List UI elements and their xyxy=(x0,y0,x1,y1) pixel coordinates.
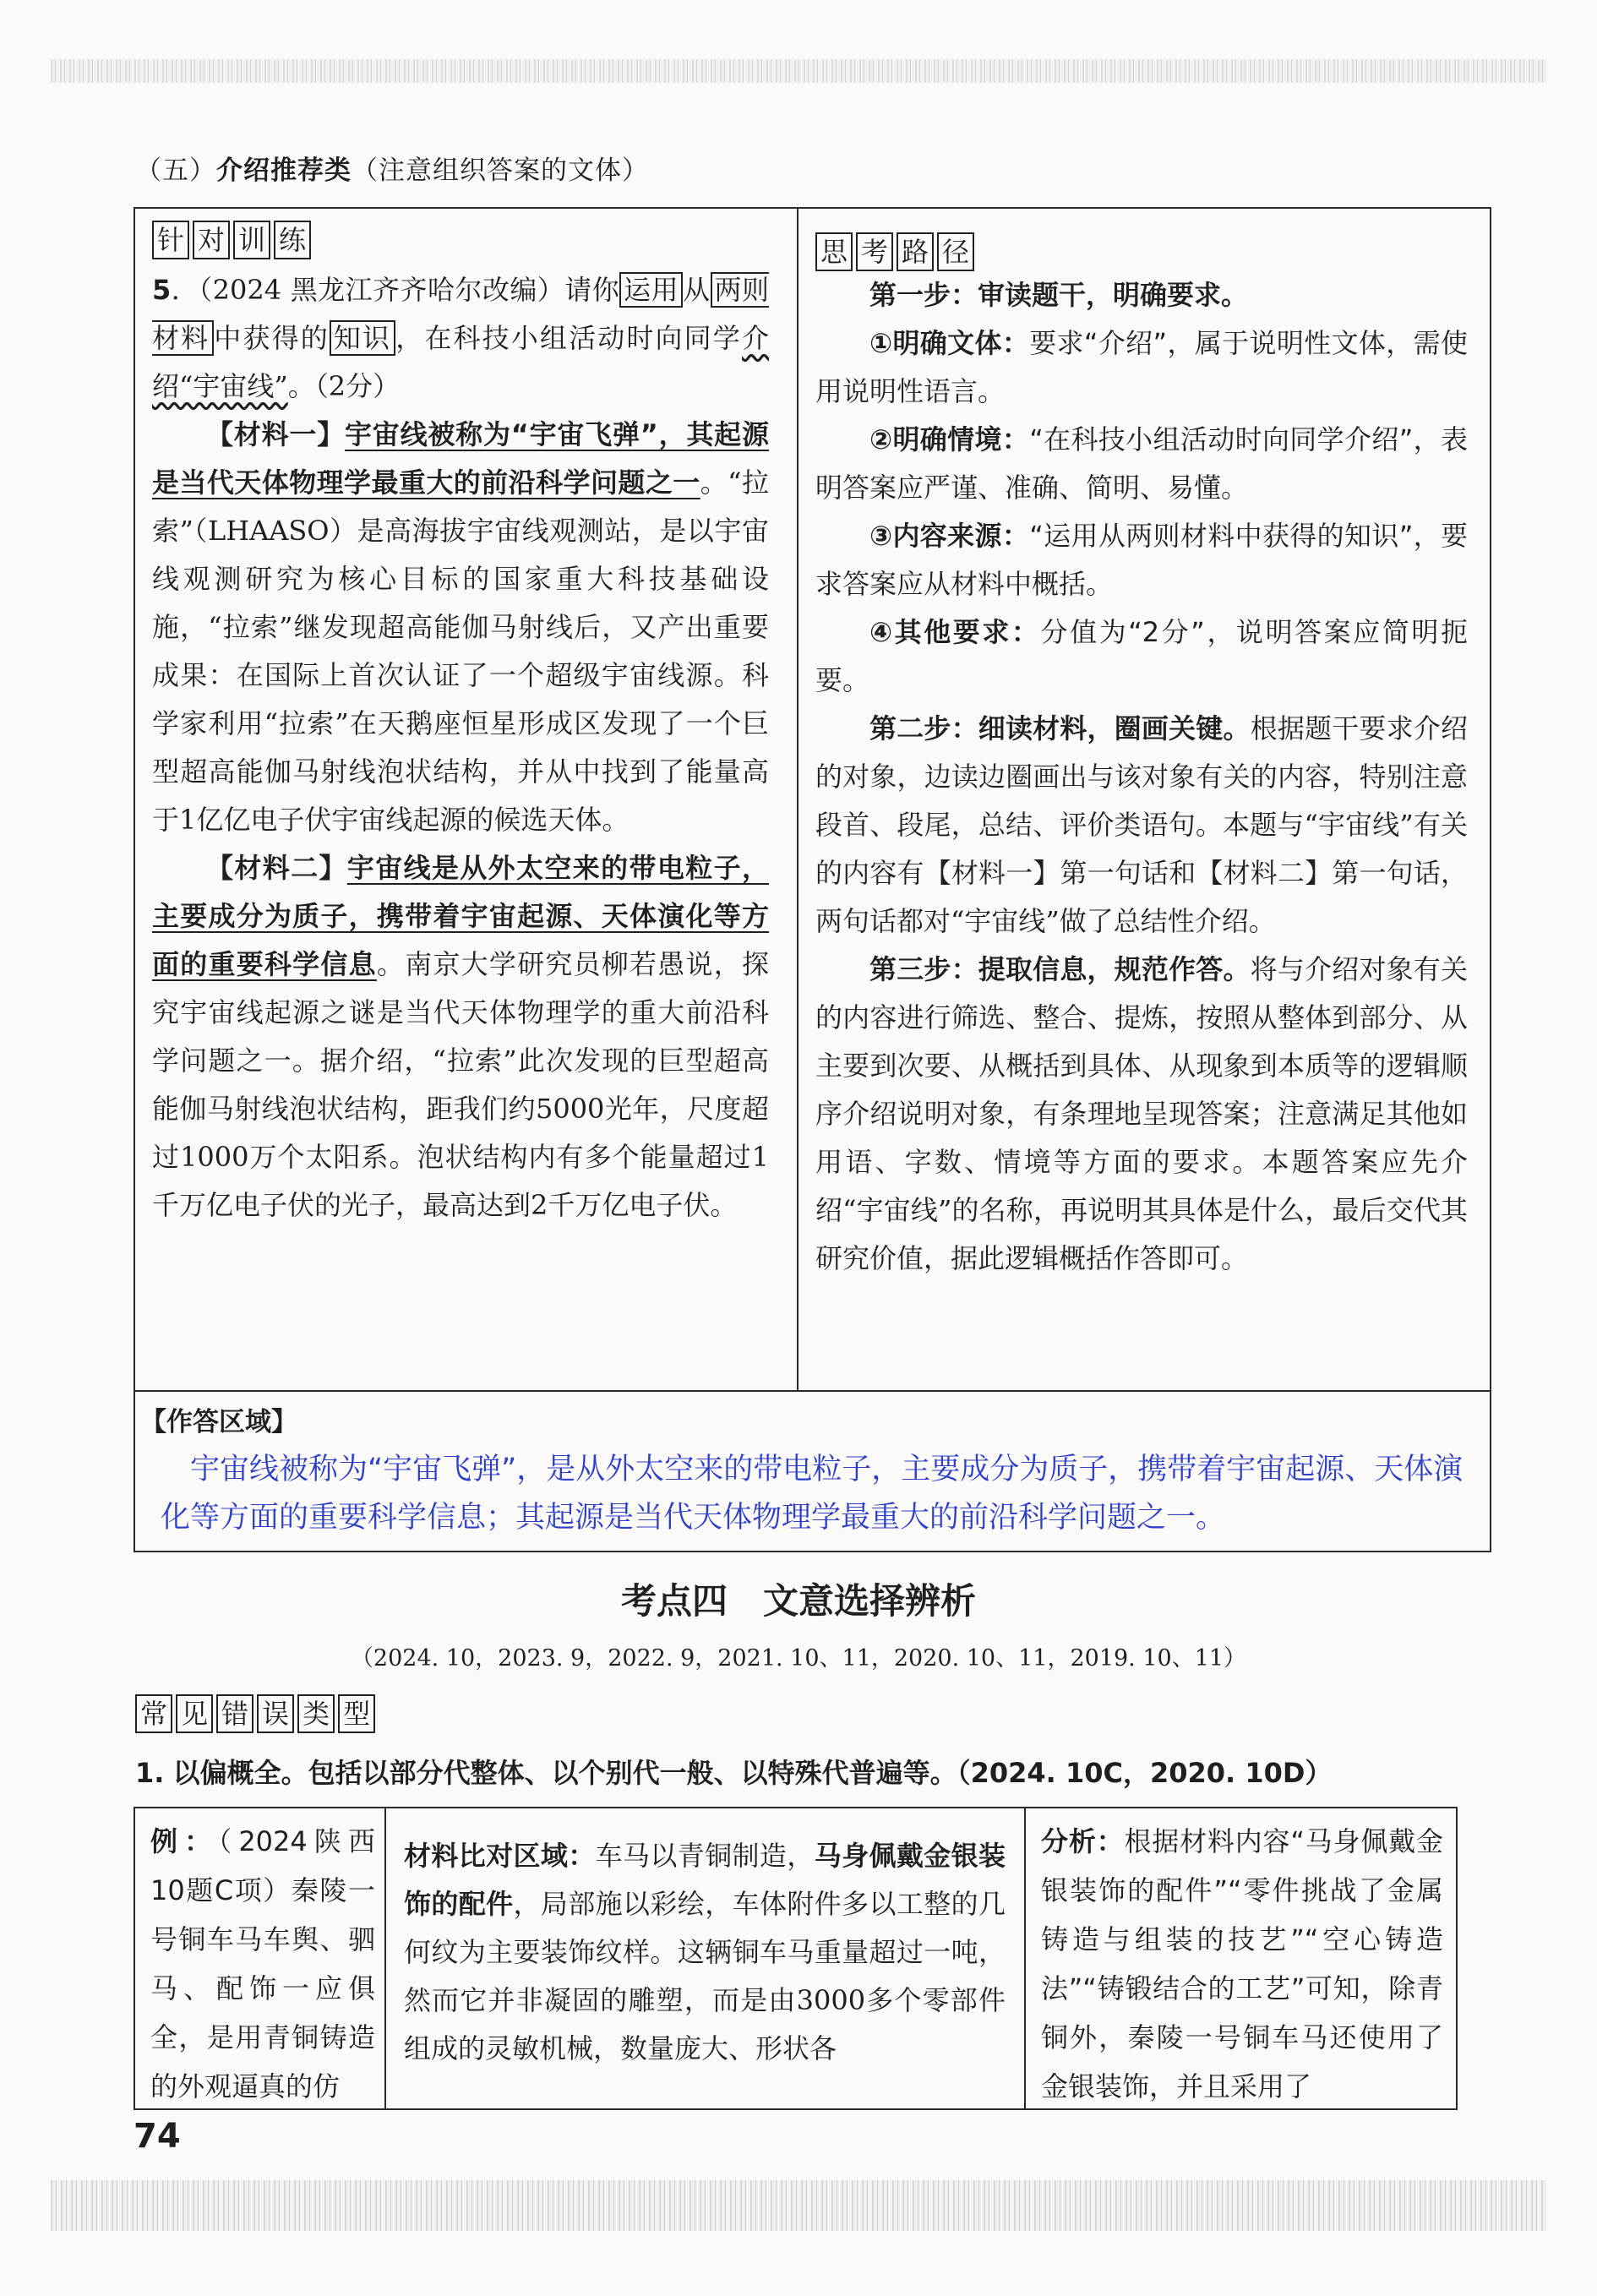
training-tag xyxy=(152,221,769,259)
tag-char: 类 xyxy=(297,1694,335,1733)
step-one: 第一步：审读题干，明确要求。 xyxy=(869,279,1249,311)
column-divider xyxy=(1024,1808,1026,2108)
page-number: 74 xyxy=(134,2117,181,2156)
errors-tag xyxy=(135,1694,379,1733)
step-three: 第三步：提取信息，规范作答。将与介绍对象有关的内容进行筛选、整合、提炼，按照从整体到部分、从主要到次要、从概括到具体、从现象到本质等的逻辑顺序介绍说明对象，有条理地呈现答案；注意满足其他如用语、字数、情境等方面的要求。本题答案应先介绍“宇宙线”的名称，再说明其具体是什么，最后交代其研究价值，据此逻辑概括作答即可。 xyxy=(815,953,1468,1274)
point-context: ②明确情境：“在科技小组活动时向同学介绍”，表明答案应严谨、准确、简明、易懂。 xyxy=(815,423,1468,504)
point-genre: ①明确文体：要求“介绍”，属于说明性文体，需使用说明性语言。 xyxy=(815,327,1468,407)
answer-text: 宇宙线被称为“宇宙飞弹”，是从外太空来的带电粒子，主要成分为质子，携带着宇宙起源、天体演化等方面的重要科学信息；其起源是当代天体物理学最重大的前沿科学问题之一。 xyxy=(161,1453,1463,1535)
tag-char: 见 xyxy=(176,1694,213,1733)
column-divider xyxy=(797,209,798,1392)
scan-bottom-edge xyxy=(51,2180,1546,2231)
tag-char: 对 xyxy=(193,221,230,259)
step-two: 第二步：细读材料，圈画关键。根据题干要求介绍的对象，边读边圈画出与该对象有关的内容，特别注意段首、段尾，总结、评价类语句。本题与“宇宙线”有关的内容有【材料一】第一句话和【材料二】第一句话，两句话都对“宇宙线”做了总结性介绍。 xyxy=(815,712,1468,937)
kaodian-years: （2024. 10，2023. 9，2022. 9，2021. 10、11，2020. 10、11，2019. 10、11） xyxy=(350,1645,1247,1672)
example-material: 材料比对区域：车马以青铜制造，马身佩戴金银装饰的配件，局部施以彩绘，车体附件多以工整的几何纹为主要装饰纹样。这辆铜车马重量超过一吨，然而它并非凝固的雕塑，而是由3000多个零部件组成的灵敏机械，数量庞大、形状各 xyxy=(404,1840,1006,2064)
thinking-column xyxy=(815,232,1468,1283)
error-item-1: 1. 以偏概全。包括以部分代整体、以个别代一般、以特殊代普遍等。（2024. 10C，2020. 10D） xyxy=(135,1757,1333,1789)
tag-char: 型 xyxy=(338,1694,375,1733)
tag-char: 径 xyxy=(937,232,974,271)
point-source: ③内容来源：“运用从两则材料中获得的知识”，要求答案应从材料中概括。 xyxy=(815,520,1468,600)
training-column xyxy=(152,221,769,1230)
tag-char: 针 xyxy=(152,221,189,259)
answer-area xyxy=(134,1390,1491,1552)
example-question: 例：（2024陕西10题C项）秦陵一号铜车马车舆、驷马、配饰一应俱全，是用青铜铸造的外观逼真的仿 xyxy=(150,1825,375,2102)
tag-char: 练 xyxy=(274,221,311,259)
example-table xyxy=(134,1807,1458,2110)
tag-char: 错 xyxy=(216,1694,253,1733)
material-one: 【材料一】宇宙线被称为“宇宙飞弹”，其起源是当代天体物理学最重大的前沿科学问题之一。“拉索”（LHAASO）是高海拔宇宙线观测站，是以宇宙线观测研究为核心目标的国家重大科技基础设施，“拉索”继发现超高能伽马射线后，又产出重要成果：在国际上首次认证了一个超级宇宙线源。科学家利用“拉索”在天鹅座恒星形成区发现了一个巨型超高能伽马射线泡状结构，并从中找到了能量高于1亿亿电子伏宇宙线起源的候选天体。 xyxy=(152,418,769,836)
tag-char: 误 xyxy=(257,1694,294,1733)
tag-char: 路 xyxy=(897,232,934,271)
question-stem: 5．（2024 黑龙江齐齐哈尔改编）请你 运用 从 两则材料 中获得的 知识 ，在科技小组活动时向同学介绍“宇宙线”。（2分） xyxy=(152,274,769,402)
thinking-tag xyxy=(815,232,1468,271)
tag-char: 思 xyxy=(815,232,853,271)
section-heading: （五）介绍推荐类（注意组织答案的文体） xyxy=(135,155,649,186)
kaodian-title: 考点四 文意选择辨析 xyxy=(620,1580,976,1622)
material-two: 【材料二】宇宙线是从外太空来的带电粒子，主要成分为质子，携带着宇宙起源、天体演化等方面的重要科学信息。南京大学研究员柳若愚说，探究宇宙线起源之谜是当代天体物理学的重大前沿科学问题之一。据介绍，“拉索”此次发现的巨型超高能伽马射线泡状结构，距我们约5000光年，尺度超过1000万个太阳系。泡状结构内有多个能量超过1千万亿电子伏的光子，最高达到2千万亿电子伏。 xyxy=(152,852,769,1221)
example-analysis: 分析：根据材料内容“马身佩戴金银装饰的配件”“零件挑战了金属铸造与组装的技艺”“空心铸造法”“铸锻结合的工艺”可知，除青铜外，秦陵一号铜车马还使用了金银装饰，并且采用了 xyxy=(1041,1825,1443,2102)
scan-top-edge xyxy=(51,59,1546,83)
column-divider xyxy=(384,1808,386,2108)
training-table xyxy=(134,207,1491,1392)
tag-char: 常 xyxy=(135,1694,172,1733)
answer-label: 【作答区域】 xyxy=(140,1407,297,1437)
tag-char: 训 xyxy=(233,221,270,259)
point-other: ④其他要求：分值为“2分”，说明答案应简明扼要。 xyxy=(815,616,1468,696)
tag-char: 考 xyxy=(856,232,893,271)
